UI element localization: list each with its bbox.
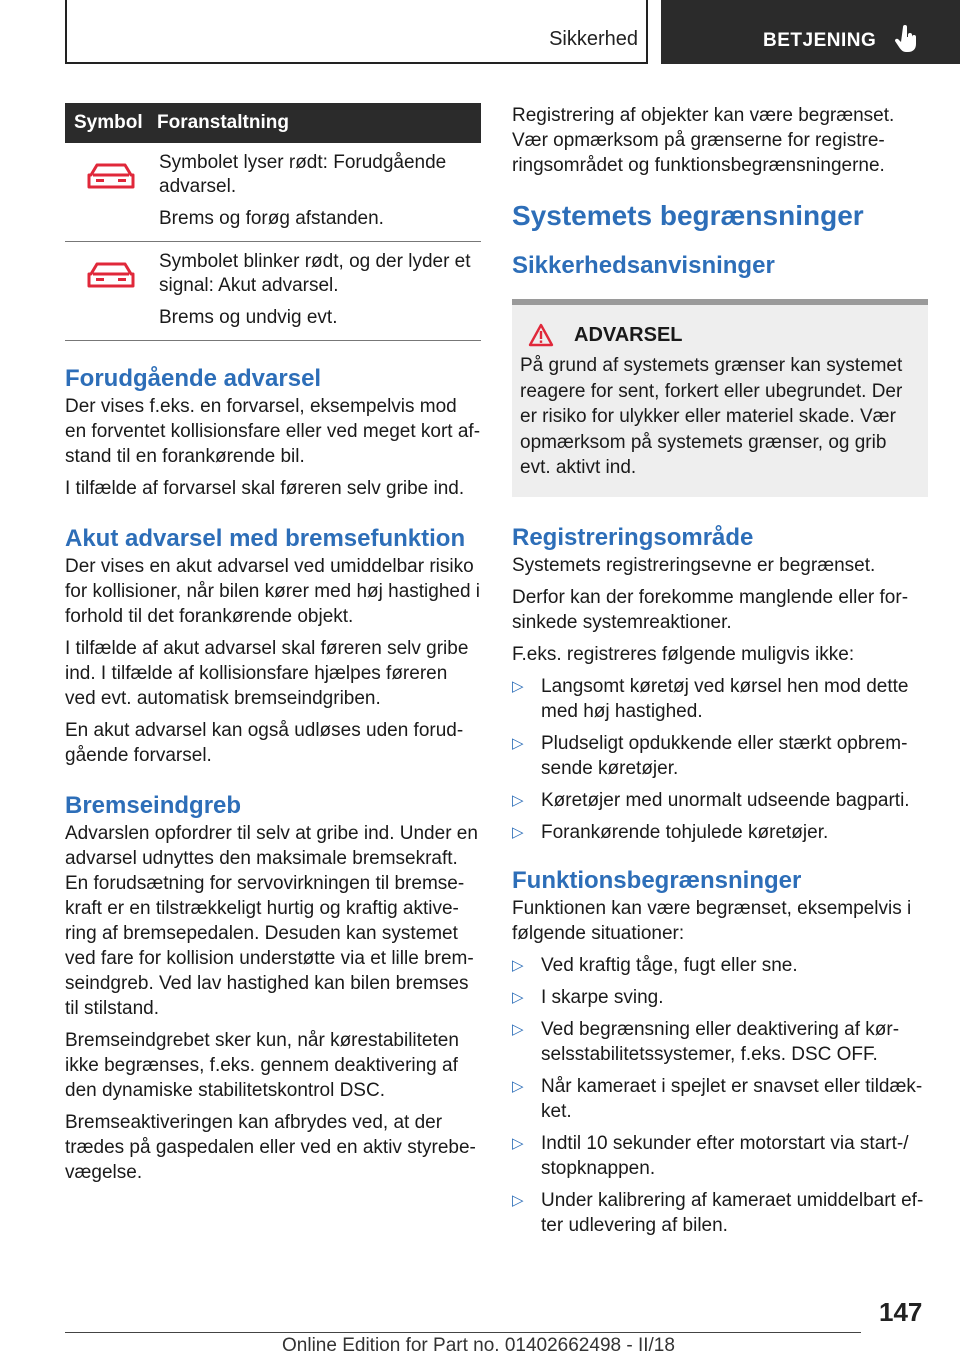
table-header-symbol: Symbol	[65, 103, 157, 143]
registration-list	[512, 674, 928, 845]
left-column	[65, 103, 481, 1192]
paragraph: Funktionen kan være begrænset, eksempelvis i følgende situationer:	[512, 897, 912, 944]
paragraph: Der vises en akut advarsel ved umiddelbar risiko for kollisioner, når bilen kører med høj hastighed i forhold til det forankørende objekt.	[65, 556, 481, 627]
triangle-bullet-icon: ▷	[512, 1020, 524, 1038]
symbol-table	[65, 103, 481, 341]
limitation-list	[512, 953, 928, 1238]
list-item: ▷ Langsomt køretøj ved kørsel hen mod dette med høj hastighed.	[512, 675, 909, 722]
list-item: ▷ Når kameraet i spejlet er snavset eller tildækket.	[512, 1075, 923, 1122]
triangle-bullet-icon: ▷	[512, 1134, 524, 1152]
section-title-bremseindgreb: Bremseindgreb	[65, 792, 242, 819]
list-item: ▷ Under kalibrering af kameraet umiddelbart efter udlevering af bilen.	[512, 1189, 924, 1236]
table-cell-text: Symbolet blinker rødt, og der lyder et signal: Akut advarsel.	[159, 251, 471, 296]
chapter-title: BETJENING	[763, 30, 877, 51]
triangle-bullet-icon: ▷	[512, 1191, 524, 1209]
table-cell-text: Brems og undvig evt.	[159, 307, 338, 328]
footer-edition: Online Edition for Part no. 01402662498 - II/18	[282, 1335, 675, 1356]
triangle-bullet-icon: ▷	[512, 677, 524, 695]
section-title-begraensninger: Systemets begrænsninger	[512, 200, 864, 231]
paragraph: Systemets registreringsevne er begrænset.	[512, 554, 876, 576]
paragraph: Der vises f.eks. en forvarsel, eksempelvis mod en forventet kollisionsfare eller ved meget kort afstand til en forankørende bil.	[65, 396, 481, 467]
section-title-registreringsomraade: Registreringsområde	[512, 523, 754, 551]
table-cell-text: Brems og forøg afstanden.	[159, 208, 384, 229]
paragraph: En akut advarsel kan også udløses uden forudgående forvarsel.	[65, 720, 464, 766]
warning-box	[512, 299, 928, 497]
table-header-action: Foranstaltning	[157, 103, 481, 143]
triangle-bullet-icon: ▷	[512, 1077, 524, 1095]
list-item: ▷ Ved begrænsning eller deaktivering af kørselsstabilitetssystemer, f.eks. DSC OFF.	[512, 1018, 900, 1065]
right-column	[512, 103, 928, 1245]
header-section-title: Sikkerhed	[549, 28, 638, 50]
triangle-bullet-icon: ▷	[512, 956, 524, 974]
table-row	[65, 143, 481, 242]
section-title-sikkerhedsanvisninger: Sikkerhedsanvisninger	[512, 252, 775, 279]
intro-paragraph: Registrering af objekter kan være begrænset. Vær opmærksom på grænserne for registreringsområdet og funktionsbegrænsningerne.	[512, 105, 895, 176]
triangle-bullet-icon: ▷	[512, 734, 524, 752]
list-item: ▷ Indtil 10 sekunder efter motorstart via start-/ stopknappen.	[512, 1132, 909, 1179]
warning-text: På grund af systemets grænser kan systemet reagere for sent, forkert eller ubegrundet. Der er risiko for ulykker eller materiel skade. Vær opmærksom på systemets grænser, og grib evt. aktivt ind.	[520, 355, 903, 478]
paragraph: F.eks. registreres følgende muligvis ikke:	[512, 643, 855, 665]
triangle-bullet-icon: ▷	[512, 823, 524, 841]
list-item: ▷ Køretøjer med unormalt udseende bagparti.	[512, 789, 910, 811]
table-row	[65, 242, 481, 341]
triangle-bullet-icon: ▷	[512, 791, 524, 809]
paragraph: Derfor kan der forekomme manglende eller forsinkede systemreaktioner.	[512, 586, 909, 633]
table-cell-text: Symbolet lyser rødt: Forudgående advarsel.	[159, 152, 447, 197]
list-item: ▷ Ved kraftig tåge, fugt eller sne.	[512, 954, 798, 976]
section-title-forudgaaende: Forudgående advarsel	[65, 365, 322, 392]
section-title-funktionsbegraensninger: Funktionsbegrænsninger	[512, 866, 802, 894]
hand-pointer-icon	[894, 24, 920, 59]
footer-divider	[65, 1332, 861, 1333]
list-item: ▷ I skarpe sving.	[512, 986, 664, 1008]
header-chapter-tab	[661, 0, 960, 64]
list-item: ▷ Pludseligt opdukkende eller stærkt opbremsende køretøjer.	[512, 732, 908, 779]
car-red-icon	[87, 260, 135, 290]
warning-title: ADVARSEL	[574, 323, 683, 346]
paragraph: I tilfælde af akut advarsel skal føreren selv gribe ind. I tilfælde af kollisionsfare hjælpes føreren ved evt. automatisk bremseindgriben.	[65, 638, 469, 709]
car-red-icon	[87, 161, 135, 191]
triangle-bullet-icon: ▷	[512, 988, 524, 1006]
paragraph: Bremseindgrebet sker kun, når kørestabiliteten ikke begrænses, f.eks. gennem deaktivering af den dynamiske stabilitetskontrol DSC.	[65, 1030, 459, 1101]
page-number: 147	[879, 1297, 923, 1327]
warning-triangle-icon	[528, 323, 554, 347]
list-item: ▷ Forankørende tohjulede køretøjer.	[512, 821, 829, 843]
paragraph: Bremseaktiveringen kan afbrydes ved, at der trædes på gaspedalen eller ved en aktiv styrebevægelse.	[65, 1112, 476, 1183]
paragraph: I tilfælde af forvarsel skal føreren selv gribe ind.	[65, 478, 465, 499]
paragraph: Advarslen opfordrer til selv at gribe ind. Under en advarsel udnyttes den maksimale bremsekraft. En forudsætning for servovirkningen til bremsekraft er en tilstrækkeligt hurtig og kraftig aktivering af bremsepedalen. Desuden kan systemet ved fare for kollision understøtte via et lille bremseindgreb. Ved lav hastighed kan bilen bremses til stilstand.	[65, 823, 478, 1019]
section-title-akut-advarsel: Akut advarsel med bremsefunktion	[65, 525, 466, 552]
